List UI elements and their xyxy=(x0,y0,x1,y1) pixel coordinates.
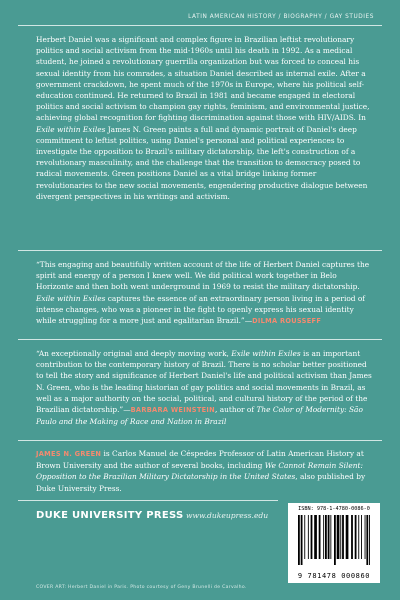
barcode-bar xyxy=(340,515,341,559)
barcode-bar xyxy=(342,515,344,559)
description-part-2: James N. Green paints a full and dynamic portrait of Daniel's deep commitment to leftist politics, using Daniel's personal and political experiences to investigate the opposition to Brazil's military dictatorship, the left's construction of a revolutionary masculinity, and the challenge that the transition to democracy posed to radical movements. Green positions Daniel as a vital bridge linking former revolutionaries to the new social movements, engendering productive dialogue between divergent perspectives in his writings and activism. xyxy=(36,124,368,201)
barcode-bar xyxy=(330,515,331,559)
blurb-1-text-a: “This engaging and beautifully written account of the life of Herbert Daniel captures the spirit and energy of a person I knew well. We did political work together in Belo Horizonte and then both went underground in 1969 to resist the military dictatorship. xyxy=(36,260,370,292)
author-name: JAMES N. GREEN xyxy=(36,450,102,458)
blurb-2-text-a: “An exceptionally original and deeply moving work, xyxy=(36,349,232,358)
bio-text-a: is Carlos Manuel de Céspedes Professor of Latin American History at Brown University and the author of several books, including xyxy=(36,449,364,471)
barcode-bar xyxy=(328,515,330,559)
publisher-url[interactable]: www.dukeupress.edu xyxy=(186,511,269,520)
author-bio xyxy=(36,448,372,494)
publisher-name: DUKE UNIVERSITY PRESS xyxy=(36,510,184,521)
description-book-title: Exile within Exiles xyxy=(36,124,106,134)
barcode-bar xyxy=(298,515,300,565)
bio-book: We Cannot Remain Silent: Opposition to the Brazilian Military Dictatorship in the United States xyxy=(36,461,363,482)
barcode-bars xyxy=(296,515,372,565)
rule-1 xyxy=(18,250,382,251)
blurb-rousseff xyxy=(36,259,372,327)
barcode-bar xyxy=(337,515,340,559)
barcode-bar xyxy=(355,515,357,559)
blurb-2-attribution: BARBARA WEINSTEIN xyxy=(130,406,215,415)
barcode-bar xyxy=(369,515,370,565)
blurb-2-title: Exile within Exiles xyxy=(231,349,301,358)
barcode-bar xyxy=(314,515,317,559)
top-rule xyxy=(18,25,382,26)
barcode-bar xyxy=(311,515,313,559)
rule-3 xyxy=(18,440,382,441)
cover-art-credit: COVER ART: Herbert Daniel in Paris. Photo courtesy of Geny Brunelli de Carvalho. xyxy=(36,585,247,590)
bio-text-b: , also published by Duke University Press. xyxy=(36,472,366,493)
description-part-1: Herbert Daniel was a significant and complex figure in Brazilian leftist revolutionary politics and social activism from the mid-1960s until his death in 1992. As a medical student, he joined a revolutionary guerrilla organization but was forced to conceal his sexual identity from his comrades, a situation Daniel described as internal exile. After a government crackdown, he spent much of the 1970s in Europe, where his political self-education continued. He returned to Brazil in 1981 and became engaged in electoral politics and social activism to champion gay rights, feminism, and environmental justice, achieving global recognition for fighting discrimination against those with HIV/AIDS. In xyxy=(36,35,370,123)
rule-2 xyxy=(18,339,382,340)
blurb-1-title: Exile within Exiles xyxy=(36,293,106,303)
barcode-bar xyxy=(323,515,324,559)
blurb-2-text-b: is an important contribution to the contemporary history of Brazil. There is no scholar better positioned to tell the story and significance of Herbert Daniel's life and political activism than James N. Green, who is the leading historian of gay politics and social movements in Brazil, as well as a major authority on the social, political, and cultural history of the period of the Brazilian dictatorship.”— xyxy=(36,349,372,415)
barcode-bar xyxy=(358,515,359,559)
barcode-bar xyxy=(325,515,327,559)
blurb-2-attr-suffix: , author of xyxy=(215,405,257,415)
blurb-1-text-b: captures the essence of an extraordinary person living in a period of intense changes, who was a pioneer in the fight to openly express his sexual identity while struggling for a more just and egalitarian Brazil.”— xyxy=(36,293,366,326)
barcode-number: 9 781478 000860 xyxy=(297,572,371,580)
blurb-1-attribution: DILMA ROUSSEFF xyxy=(252,317,322,326)
blurb-2-book: The Color of Modernity: São Paulo and the Making of Race and Nation in Brazil xyxy=(36,405,363,427)
barcode-bar xyxy=(319,515,321,559)
barcode-bar xyxy=(308,515,309,559)
barcode-bar xyxy=(361,515,362,559)
blurb-weinstein xyxy=(36,348,372,427)
barcode-bar xyxy=(346,515,349,559)
barcode-bar xyxy=(304,515,305,559)
category-line: LATIN AMERICAN HISTORY / BIOGRAPHY / GAY STUDIES xyxy=(188,14,374,20)
barcode-bar xyxy=(365,515,366,559)
barcode-bar xyxy=(334,515,336,565)
isbn-barcode xyxy=(288,503,380,583)
barcode-bar xyxy=(366,515,368,565)
book-description xyxy=(36,34,372,202)
isbn-label: ISBN: 978-1-4780-0086-0 xyxy=(298,506,370,512)
barcode-bar xyxy=(301,515,303,565)
barcode-bar xyxy=(351,515,353,559)
rule-4 xyxy=(18,500,278,501)
